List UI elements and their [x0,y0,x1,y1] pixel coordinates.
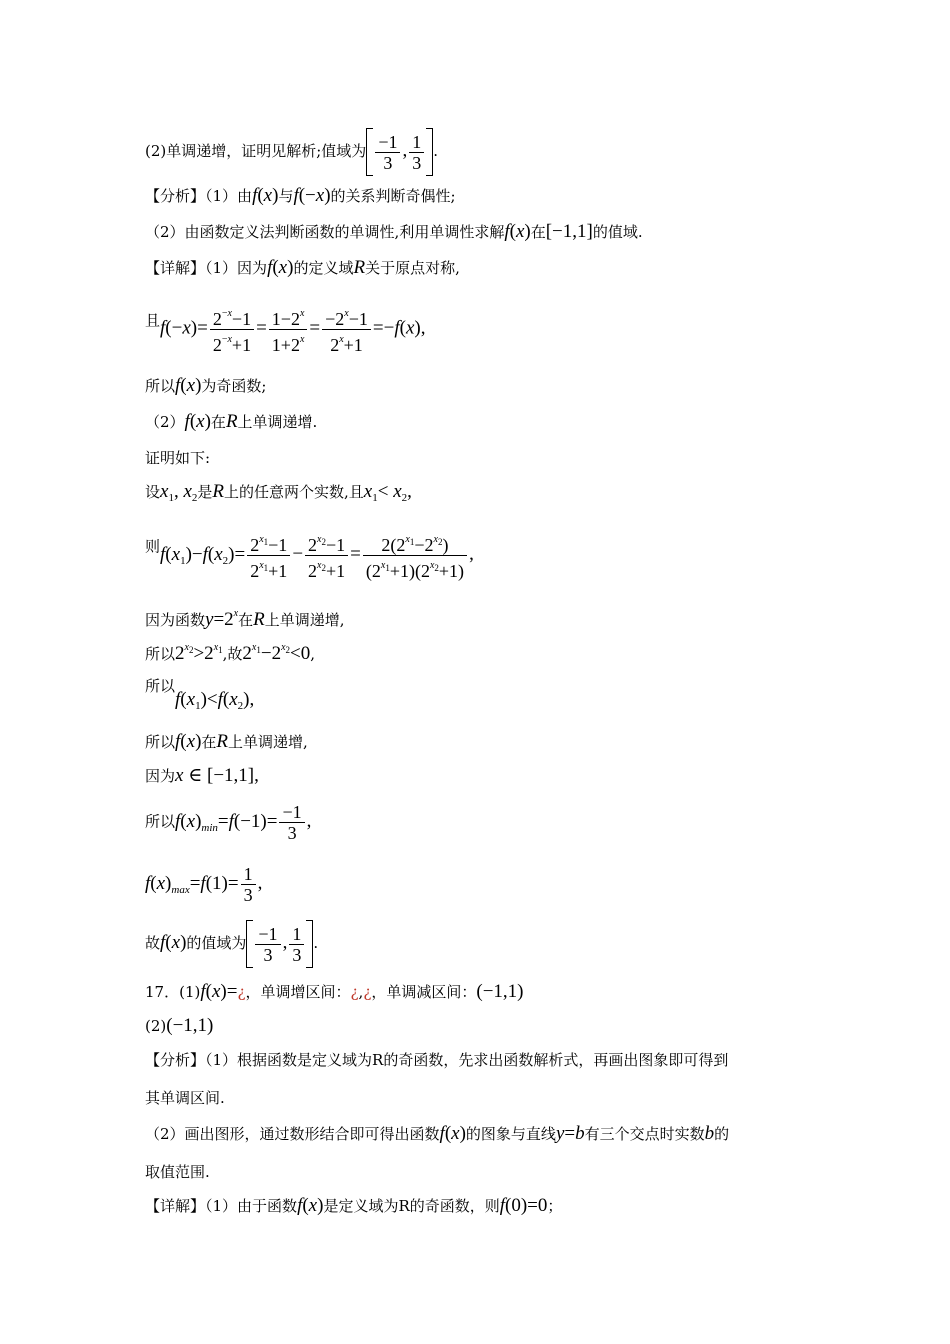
text: 是 [197,483,213,501]
text: 为奇函数; [201,377,267,395]
text: 其单调区间. [145,1089,225,1107]
period: . [433,142,438,160]
min-sub: min [201,821,218,834]
text: 17．(1) [145,983,201,1001]
text: 所以 [145,733,176,751]
line-12: 所以$2^{x2}>2^{x1}$,故$2^{x1}-2^{x2}<0$, [145,642,316,664]
text: 证明如下: [145,449,211,467]
frac-num: −1 [375,132,400,153]
set-R: R [253,609,265,630]
text: （1）根据函数是定义域为R的奇函数，先求出函数解析式，再画出图象即可得到 [205,1051,729,1069]
unknown-glyph: ¿ [363,983,372,1001]
line-25: 【详解】（1）由于函数f(x)是定义域为R的奇函数，则f(0)=0； [145,1195,563,1216]
line-3: （2）由函数定义法判断函数的单调性,利用单调性求解f(x)在[−1,1]的值域. [145,221,643,242]
line-18: 故f(x)的值域为 $\frac{-1}{3}$ , $\frac{1}{3}$ . [145,920,318,968]
text: 的 [714,1125,730,1143]
text: （2）由函数定义法判断函数的单调性,利用单调性求解 [145,223,505,241]
text: ，单调增区间： [245,983,351,1001]
text: 上单调递增, [228,733,308,751]
line-15: 因为x ∈ [−1,1], [145,765,259,786]
text: 在 [238,611,254,629]
text: 是定义域为R的奇函数，则 [323,1197,500,1215]
text: ，单调减区间： [371,983,477,1001]
text: 的值域为 [186,934,247,952]
line-4: 【详解】（1）因为f(x)的定义域R关于原点对称, [145,257,460,278]
text: （1）因为 [205,259,268,277]
set-R: R [225,411,238,432]
frac-den: 3 [412,152,422,173]
text: 取值范围. [145,1163,210,1181]
comma: , [402,140,408,161]
unknown-glyph: ¿ [350,983,359,1001]
text: 的关系判断奇偶性; [330,187,456,205]
text: 且 [145,311,161,330]
line-5: 且f(−x)= $\frac{2^{-x}-1}{2^{-x}+1}$ = $\frac{1-2^x}{1+2^x}$ = $\frac{-2^x-1}{2^x+1}$ =−f(x), [145,304,425,355]
detail-tag: 【详解】 [145,1197,206,1215]
text: 因为函数 [145,611,206,629]
line-13: 所以$f(x_1)<f(x_2)$, [145,677,255,712]
text: 则 [145,537,161,556]
text: 因为 [145,767,176,785]
line-2: 【分析】（1）由f(x)与f(−x)的关系判断奇偶性; [145,185,456,206]
text: 关于原点对称, [365,259,460,277]
frac-num: 1 [409,132,424,153]
line-22 [145,1088,225,1108]
text: 在 [210,413,226,431]
text: (2)单调递增，证明见解析;值域为 [145,142,367,160]
text: 的图象与直线 [465,1125,556,1143]
line-16: 所以$f(x)_{min}=f(-1)=$ $\frac{-1}{3}$ , [145,802,312,843]
line-8 [145,448,210,468]
text: 设 [145,483,161,501]
text: , [310,645,316,663]
analysis-tag: 【分析】 [145,187,206,205]
line-19: 17．(1)f(x)=¿，单调增区间：¿,¿，单调减区间：(−1,1) [145,981,524,1002]
line-6: 所以f(x)为奇函数; [145,375,267,396]
frac-den: 3 [383,152,393,173]
text: 的定义域 [293,259,354,277]
set-R: R [216,731,229,752]
text: 所以 [145,677,176,695]
line-23: （2）画出图形，通过数形结合即可得出函数f(x)的图象与直线y=b有三个交点时实数b的 [145,1123,730,1144]
text: ,故 [222,645,243,663]
text: 故 [145,934,161,952]
text: (2) [145,1017,167,1035]
unknown-glyph: ¿ [237,983,246,1001]
line-21 [145,1050,728,1070]
line-14: 所以f(x)在R上单调递增, [145,731,308,752]
text: 上的任意两个实数,且 [224,483,364,501]
text: （2） [145,413,185,431]
text: 与 [278,187,294,205]
text: 上单调递增. [237,413,318,431]
text: 所以 [145,377,176,395]
line-1 [145,128,438,176]
text: （1）由 [205,187,253,205]
line-17: $f(x)_{max}=f(1)=$ $\frac{1}{3}$ , [145,864,263,905]
text: 所以 [145,645,176,663]
text: 在 [201,733,217,751]
line-11: 因为函数$y=2^x$在R上单调递增, [145,608,345,630]
line-24 [145,1162,210,1182]
analysis-tag: 【分析】 [145,1051,206,1069]
set-R: R [353,257,366,278]
text: ； [547,1197,563,1215]
detail-tag: 【详解】 [145,259,206,277]
line-10: 则$f(x_1)-f(x_2)=$ $\frac{2^{x1}-1}{2^{x1}+1}$ − $\frac{2^{x2}-1}{2^{x2}+1}$ = $\frac{2(2^{x1}-2^{x2})}{(2^{x1}+1)(2^{x2}+1)}$ , [145,530,474,581]
text: （1）由于函数 [205,1197,298,1215]
text: 的值域. [592,223,643,241]
set-R: R [212,481,225,502]
text: 上单调递增, [264,611,345,629]
line-20: (2)(−1,1) [145,1015,214,1036]
text: 有三个交点时实数 [584,1125,705,1143]
text: 在 [530,223,546,241]
text: （2）画出图形，通过数形结合即可得出函数 [145,1125,440,1143]
max-sub: max [171,883,190,896]
line-7: （2）f(x)在R上单调递增. [145,411,318,432]
text: 所以 [145,812,176,831]
line-9: 设$x_1$, $x_2$是R上的任意两个实数,且$x_1< x_2$, [145,481,412,504]
